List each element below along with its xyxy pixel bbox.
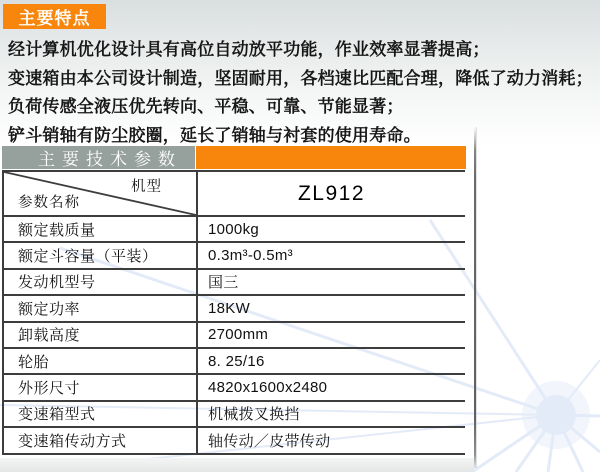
table-row [4, 296, 465, 322]
spec-value-cell: 8. 25/16 [196, 349, 465, 373]
spec-label-cell: 发动机型号 [18, 274, 96, 292]
table-row [4, 402, 465, 428]
spec-label-cell: 额定载质量 [18, 221, 96, 239]
feature-line: 负荷传感全液压优先转向、平稳、可靠、节能显著； [8, 97, 404, 117]
spec-value-cell: 4820x1600x2480 [196, 375, 465, 399]
spec-value-cell: 轴传动／皮带传动 [196, 428, 465, 452]
spec-label-cell: 轮胎 [18, 353, 50, 371]
features-badge [3, 4, 106, 29]
specs-header-orange-bar [196, 146, 466, 169]
table-row [4, 243, 465, 269]
features-badge-label: 主要特点 [18, 9, 91, 28]
feature-line: 变速箱由本公司设计制造，坚固耐用，各档速比匹配合理，降低了动力消耗； [8, 68, 593, 88]
spec-value-cell: 2700mm [196, 323, 465, 347]
diagonal-corner-cell [4, 172, 196, 215]
table-row [4, 375, 465, 401]
features-list [8, 33, 600, 148]
spec-label-cell: 额定功率 [18, 300, 81, 318]
table-row [4, 270, 465, 296]
spec-label-cell: 变速箱传动方式 [18, 432, 127, 450]
table-row [4, 323, 465, 349]
table-row [4, 349, 465, 375]
spec-value-cell: 1000kg [196, 217, 465, 241]
spec-label-cell: 卸载高度 [18, 327, 81, 345]
watermark-node [536, 395, 576, 435]
bottom-gray-strip [0, 458, 474, 472]
spec-value-cell: 机械拨叉换挡 [196, 402, 465, 426]
spec-label-cell: 额定斗容量（平装） [18, 248, 158, 266]
spec-label-cell: 变速箱型式 [18, 406, 96, 424]
spec-value-cell: 18KW [196, 296, 465, 320]
table-row [4, 217, 465, 243]
feature-line: 铲斗销轴有防尘胶圈，延长了销轴与衬套的使用寿命。 [8, 126, 421, 146]
spec-value-cell: 0.3m³-0.5m³ [196, 243, 465, 267]
table-header-row [4, 172, 465, 217]
specs-header-title: 主要技术参数 [38, 150, 182, 169]
table-row [4, 428, 465, 454]
vertical-divider-line [474, 127, 476, 468]
spec-table [2, 170, 465, 455]
specs-header-gray-bar [2, 146, 195, 169]
spec-value-cell: 国三 [196, 270, 465, 294]
corner-model-axis-label: 机型 [131, 179, 162, 195]
watermark-node-halo [522, 381, 590, 449]
model-name-cell: ZL912 [196, 172, 465, 215]
spec-label-cell: 外形尺寸 [18, 380, 81, 398]
corner-param-axis-label: 参数名称 [18, 195, 80, 211]
feature-line: 经计算机优化设计具有高位自动放平功能，作业效率显著提高； [8, 39, 490, 59]
